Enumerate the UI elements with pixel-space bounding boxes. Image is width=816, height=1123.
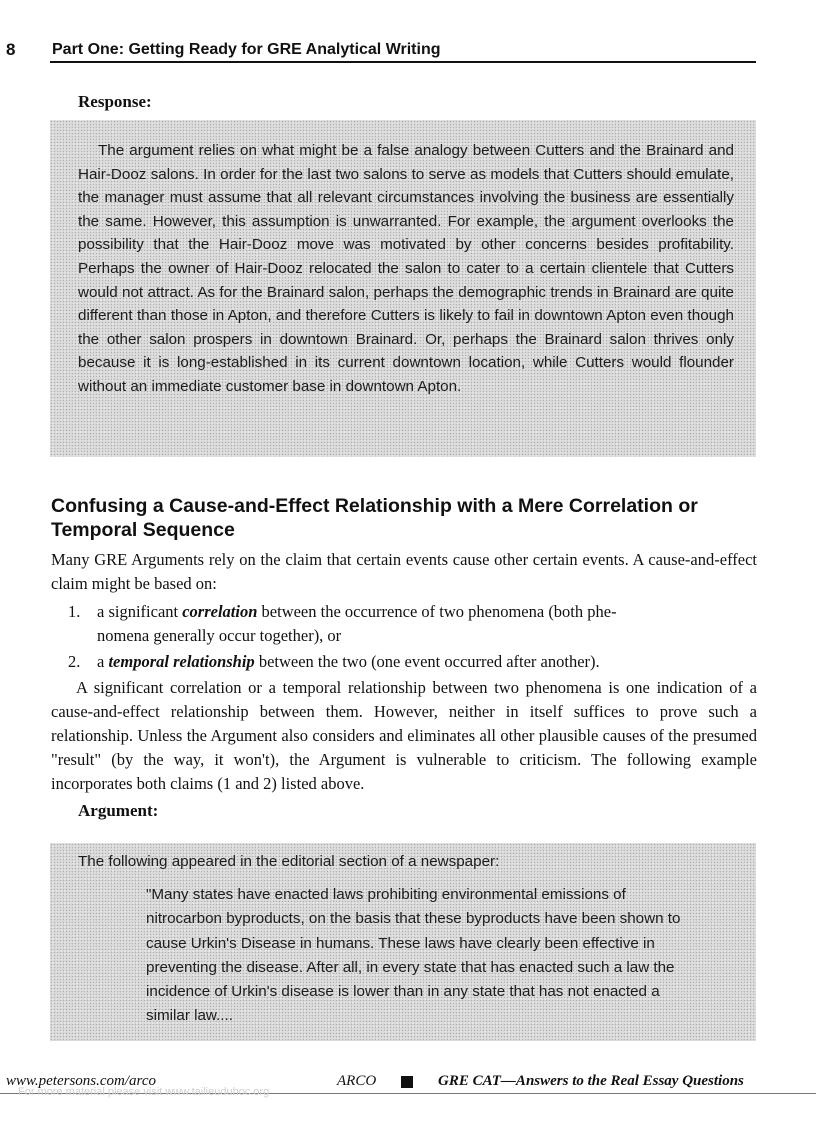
square-bullet-icon xyxy=(401,1076,413,1088)
watermark: For more material please visit www.tailieuduhoc.org xyxy=(18,1086,270,1098)
page-number: 8 xyxy=(6,40,16,59)
running-head: Part One: Getting Ready for GRE Analytical Writing xyxy=(52,41,441,58)
list-emphasis: temporal relationship xyxy=(108,652,255,671)
response-box xyxy=(50,120,756,457)
intro-paragraph: Many GRE Arguments rely on the claim that certain events cause other certain events. A cause-and-effect claim might be based on: xyxy=(51,550,757,593)
list-text-after: between the two (one event occurred after another). xyxy=(254,652,600,671)
header-rule xyxy=(50,61,756,63)
list-continuation: nomena generally occur together), or xyxy=(97,626,342,645)
list-text-after: between the occurrence of two phenomena (both phe- xyxy=(257,602,617,621)
argument-label: Argument: xyxy=(78,801,159,820)
list-emphasis: correlation xyxy=(182,602,258,621)
list-number: 2. xyxy=(68,652,81,671)
footer-publisher: ARCO xyxy=(337,1073,377,1089)
body-paragraph: A significant correlation or a temporal relationship between two phenomena is one indication of a cause-and-effect relationship between them. However, neither in itself suffices to prove such a relationship. Unless the Argument also considers and eliminates all other plausible causes of the presumed "result" (by the way, it won't), the Argument is vulnerable to criticism. The following example incorporates both claims (1 and 2) listed above. xyxy=(51,678,757,793)
response-text: The argument relies on what might be a false analogy between Cutters and the Brainard and Hair-Dooz salons. In order for the last two salons to serve as models that Cutters should emulate, the manager must assume that all relevant circumstances involving the business are essentially the same. However, this assumption is unwarranted. For example, the argument overlooks the possibility that the Hair-Dooz move was motivated by other concerns besides profitability. Perhaps the owner of Hair-Dooz relocated the salon to cater to a certain clientele that Cutters would not attract. As for the Brainard salon, perhaps the demographic trends in Brainard are quite different than those in Apton, and therefore Cutters is likely to fail in downtown Apton even though the other salon prospers in downtown Brainard. Or, perhaps the Brainard salon thrives only because it is long-established in its current downtown location, while Cutters would flounder without an immediate customer base in downtown Apton. xyxy=(78,142,734,395)
footer-url[interactable]: www.petersons.com/arco xyxy=(6,1073,156,1089)
list-item xyxy=(68,650,757,674)
argument-box xyxy=(50,843,756,1041)
section-heading: Confusing a Cause-and-Effect Relationship with a Mere Correlation or Temporal Sequence xyxy=(51,495,698,541)
footer-book-title: GRE CAT—Answers to the Real Essay Questions xyxy=(438,1073,744,1089)
list-item xyxy=(68,600,757,648)
response-label: Response: xyxy=(78,92,152,111)
list-text-before: a xyxy=(97,652,109,671)
argument-intro: The following appeared in the editorial section of a newspaper: xyxy=(78,853,500,870)
list-text-before: a significant xyxy=(97,602,183,621)
argument-quote: "Many states have enacted laws prohibiting environmental emissions of nitrocarbon byproducts, on the basis that these byproducts have been shown to cause Urkin's Disease in humans. These laws have clearly been effective in preventing the disease. After all, in every state that has enacted such a law the incidence of Urkin's disease is lower than in any state that has not enacted a similar law.... xyxy=(146,886,681,1025)
list-number: 1. xyxy=(68,602,81,621)
